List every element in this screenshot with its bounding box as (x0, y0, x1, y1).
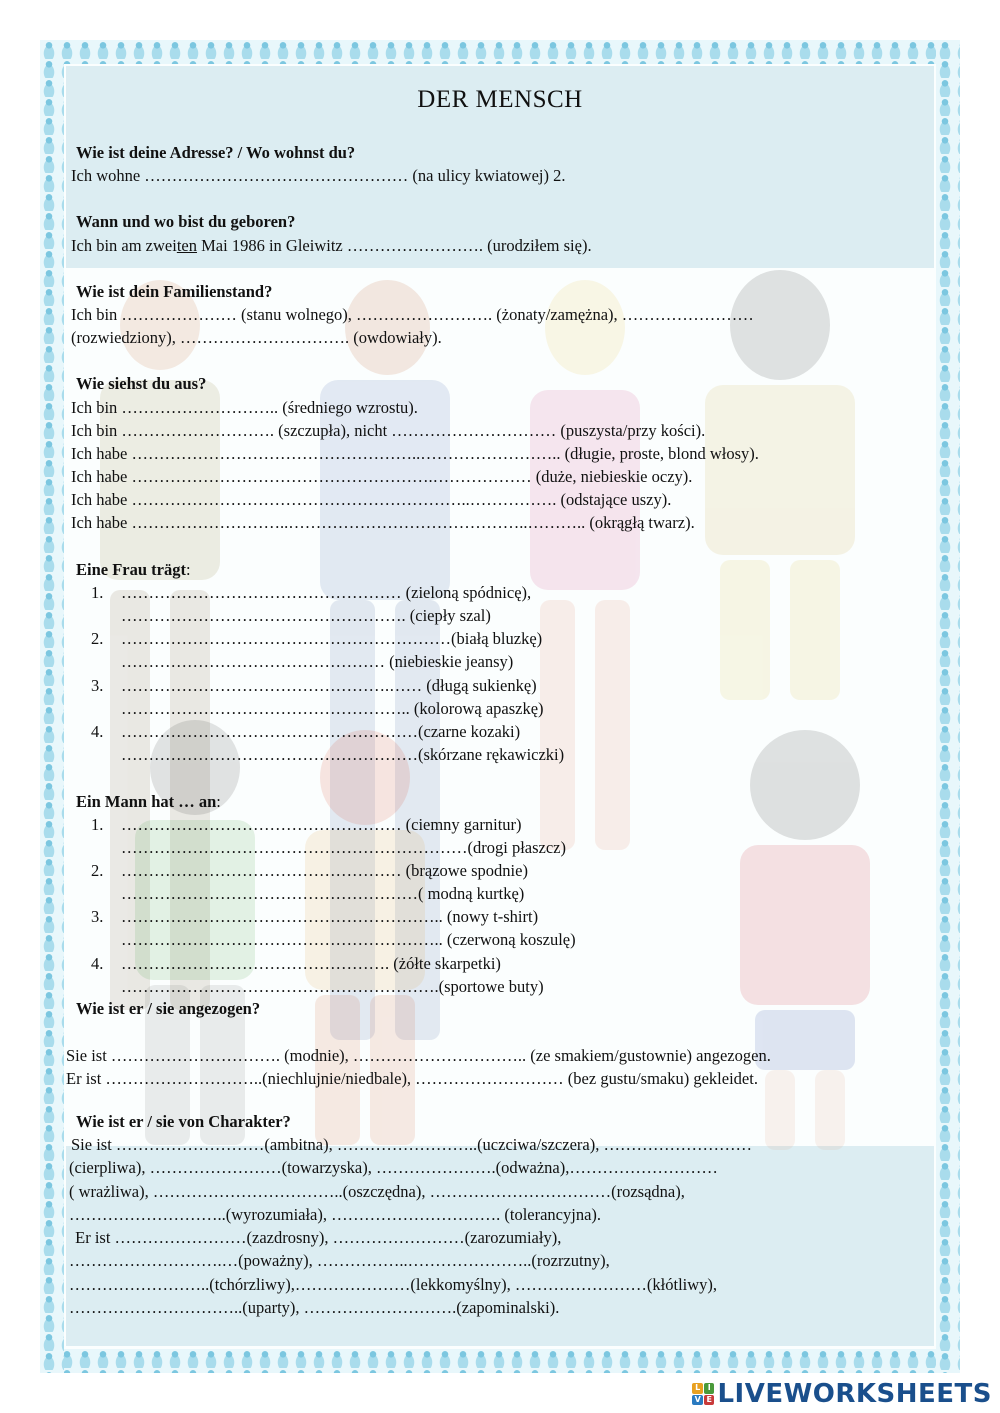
page-title: DER MENSCH (417, 86, 583, 113)
sentence-marital-1: Ich bin ………………… (stanu wolnego), ……………………. (żonaty/zamężna), …………………… (71, 305, 754, 324)
liveworksheets-logo-icon: L I V E (692, 1383, 714, 1405)
appearance-line: Ich habe ………………………..……………………………………..……….. (okrągłą twarz). (71, 513, 695, 532)
heading-dressed: Wie ist er / sie angezogen? (76, 999, 261, 1018)
appearance-line: Ich bin ………………………. (szczupła), nicht ………………………… (puszysta/przy kości). (71, 421, 706, 440)
appearance-line: Ich habe ……………………………………………….……………… (duże, niebieskie oczy). (71, 467, 693, 486)
heading-woman-wears: Eine Frau trägt: (76, 560, 191, 579)
man-clothing-line: ………………………………………………….(sportowe buty) (121, 977, 544, 996)
list-number: 4. (91, 954, 104, 973)
man-clothing-line: …………………………………………. (żółte skarpetki) (121, 954, 501, 973)
heading-man-wears: Ein Mann hat … an: (76, 792, 221, 811)
character-line: ……………………….…(poważny), ……………..…………………..(rozrzutny), (69, 1251, 610, 1270)
heading-character: Wie ist er / sie von Charakter? (76, 1112, 291, 1131)
woman-clothing-line: …………………………………………….. (kolorową apaszkę) (121, 699, 544, 718)
character-line: Sie ist ………………………(ambitna), ……………………..(uczciwa/szczera), ……………………… (71, 1135, 752, 1154)
woman-clothing-line: ………………………………………………(czarne kozaki) (121, 722, 521, 741)
sentence-birth: Ich bin am zweiten Mai 1986 in Gleiwitz ……………………. (urodziłem się). (71, 236, 592, 255)
character-line: …………………………..(uparty), ……………………….(zapominalski). (69, 1298, 560, 1317)
heading-birth: Wann und wo bist du geboren? (76, 212, 296, 231)
sentence-address: Ich wohne ………………………………………… (na ulicy kwiatowej) 2. (71, 166, 566, 185)
appearance-line: Ich habe ……………………………………………..…………………….. (długie, proste, blond włosy). (71, 444, 759, 463)
appearance-line: Ich habe ……………………………………………………..……………. (odstające uszy). (71, 490, 672, 509)
character-line: Er ist ……………………(zazdrosny), ……………………(zarozumiały), (71, 1228, 562, 1247)
list-number: 2. (91, 629, 104, 648)
dressed-line: Sie ist …………………………. (modnie), ………………………….. (ze smakiem/gustownie) angezogen. (66, 1046, 771, 1065)
character-line: ………………………..(wyrozumiała), …………………………. (tolerancyjna). (69, 1205, 602, 1224)
woman-clothing-line: ………………………………………………(skórzane rękawiczki) (121, 745, 565, 764)
liveworksheets-logo[interactable] (692, 1380, 992, 1408)
sentence-marital-2: (rozwiedziony), …………………………. (owdowiały). (71, 328, 442, 347)
heading-address: Wie ist deine Adresse? / Wo wohnst du? (76, 143, 356, 162)
dressed-line: Er ist ………………………..(niechlujnie/niedbale), ……………………… (bez gustu/smaku) gekleidet. (66, 1069, 758, 1088)
character-line: ……………………..(tchórzliwy),…………………(lekkomyślny), ……………………(kłótliwy), (69, 1275, 718, 1294)
man-clothing-line: ………………………………………………….. (czerwoną koszulę) (121, 930, 576, 949)
list-number: 2. (91, 861, 104, 880)
man-clothing-line: ………………………………………………….. (nowy t-shirt) (121, 907, 539, 926)
man-clothing-line: …………………………………………… (brązowe spodnie) (121, 861, 528, 880)
man-clothing-line: ………………………………………………………(drogi płaszcz) (121, 838, 566, 857)
heading-appearance: Wie siehst du aus? (76, 374, 207, 393)
woman-clothing-line: ………………………………………….…… (długą sukienkę) (121, 676, 537, 695)
list-number: 3. (91, 907, 104, 926)
woman-clothing-line: ……………………………………………. (ciepły szal) (121, 606, 491, 625)
list-number: 1. (91, 583, 104, 602)
list-number: 4. (91, 722, 104, 741)
character-line: (cierpliwa), ……………………(towarzyska), ………………….(odważna),……………………… (69, 1158, 718, 1177)
woman-clothing-line: …………………………………………… (zieloną spódnicę), (121, 583, 532, 602)
man-clothing-line: ………………………………………………( modną kurtkę) (121, 884, 525, 903)
character-line: ( wrażliwa), ……………………………..(oszczędna), ……………………………(rozsądna), (69, 1182, 685, 1201)
heading-marital-status: Wie ist dein Familienstand? (76, 282, 273, 301)
list-number: 1. (91, 815, 104, 834)
liveworksheets-brand-text: LIVEWORKSHEETS (717, 1379, 992, 1409)
woman-clothing-line: ………………………………………… (niebieskie jeansy) (121, 652, 514, 671)
appearance-line: Ich bin ……………………….. (średniego wzrostu). (71, 398, 418, 417)
woman-clothing-line: ……………………………………………………(białą bluzkę) (121, 629, 543, 648)
list-number: 3. (91, 676, 104, 695)
man-clothing-line: …………………………………………… (ciemny garnitur) (121, 815, 522, 834)
